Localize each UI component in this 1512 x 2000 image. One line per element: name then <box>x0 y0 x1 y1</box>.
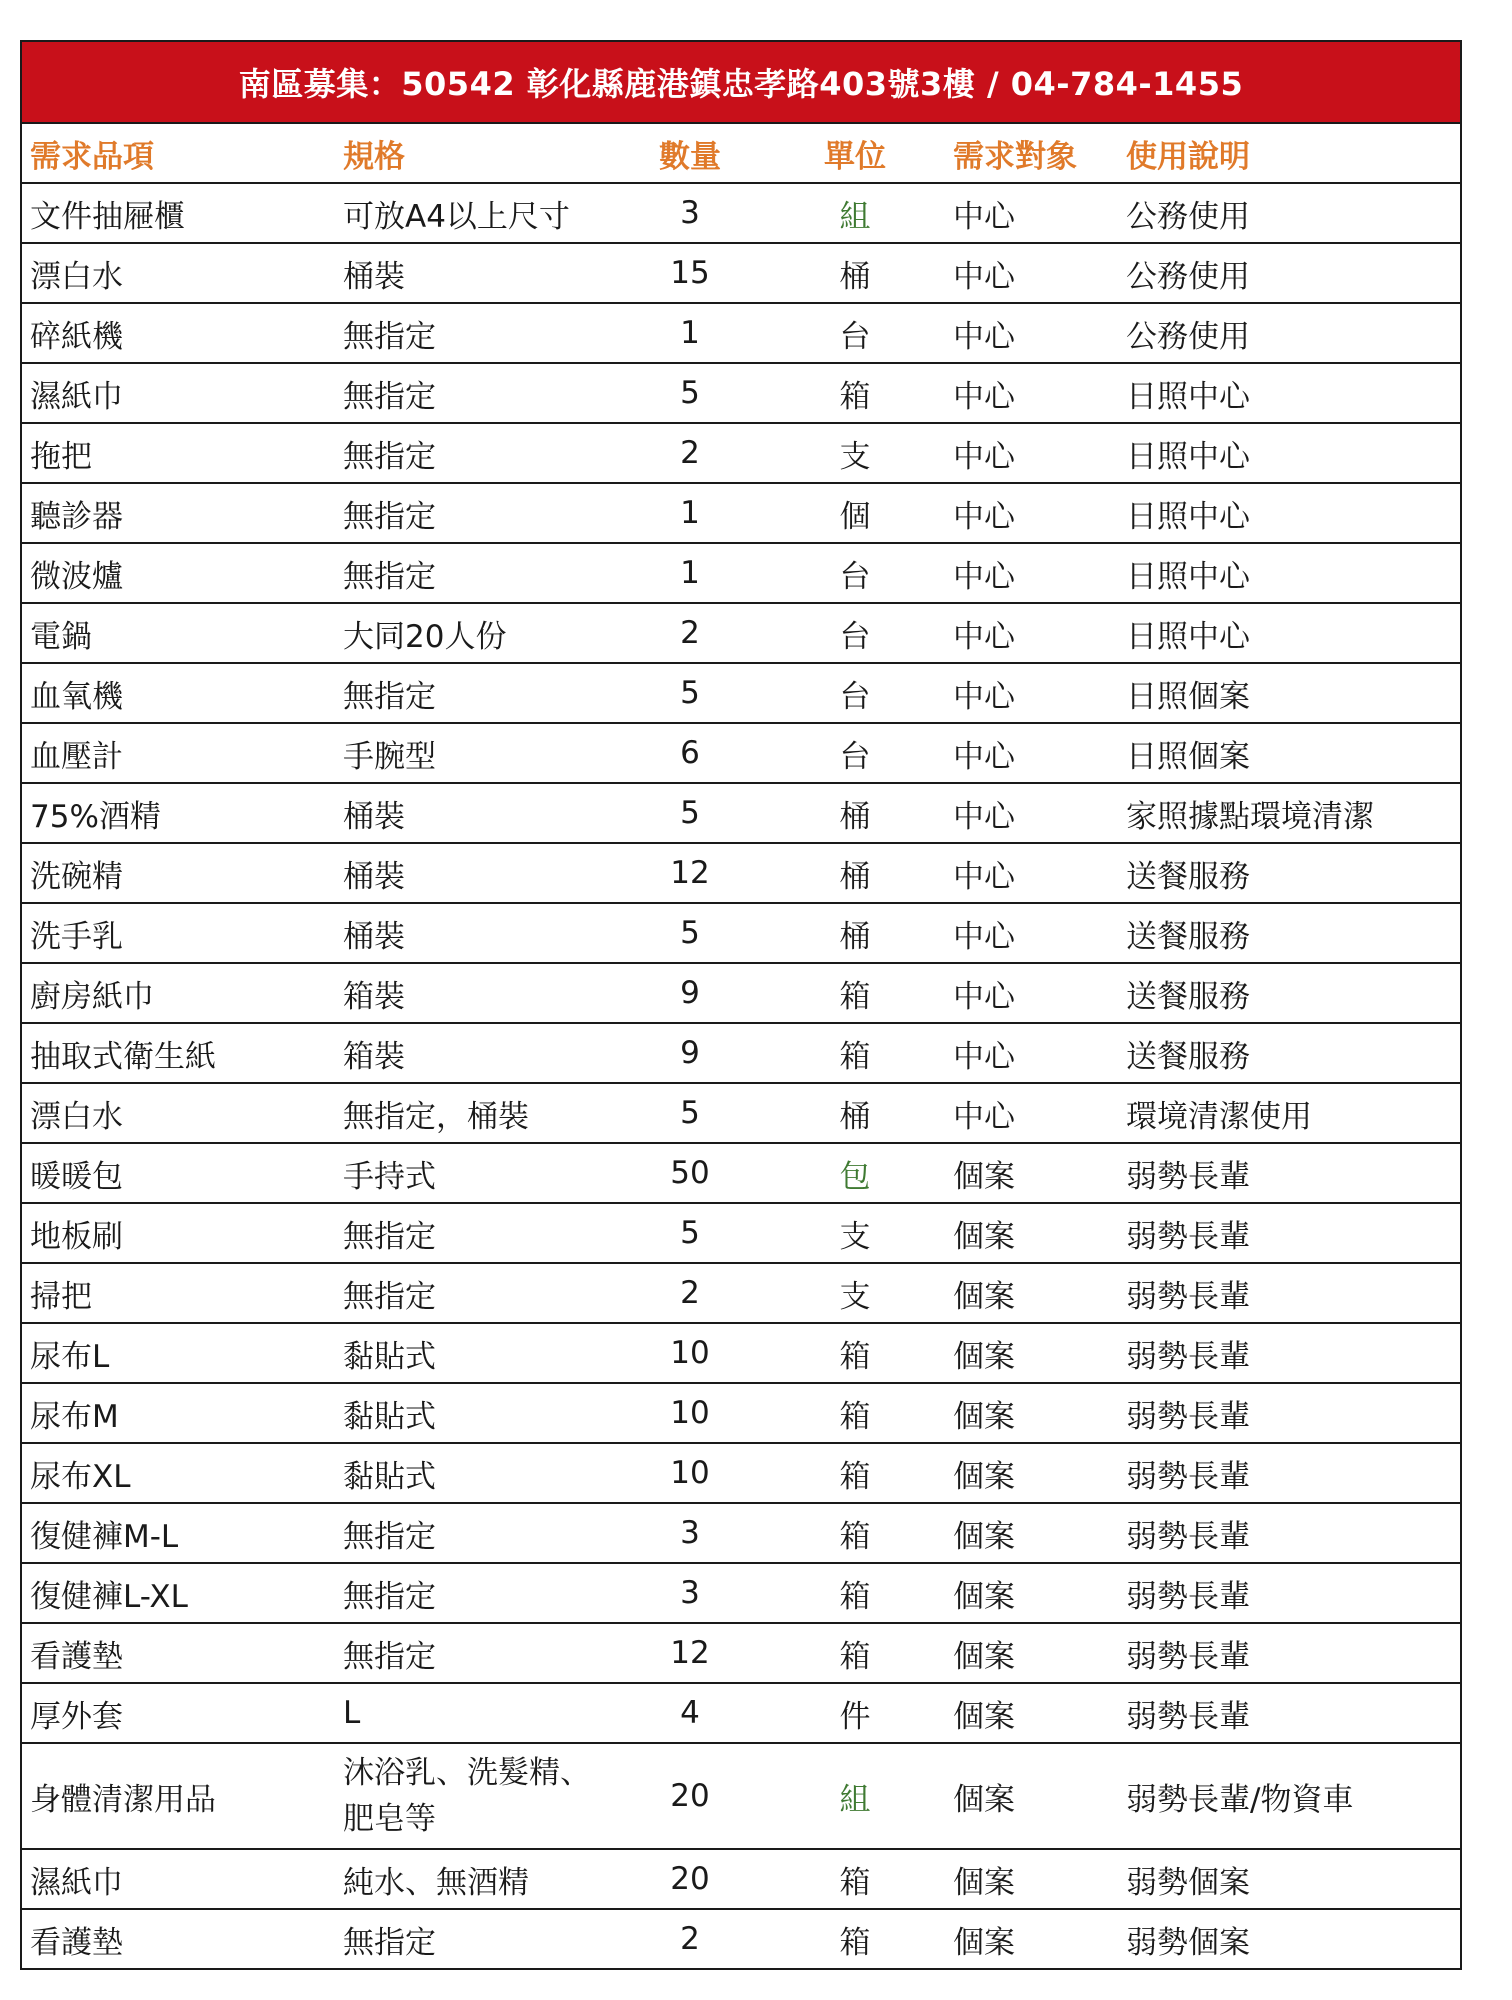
table-row <box>22 1503 1460 1563</box>
cell-usage: 送餐服務 <box>1118 843 1460 903</box>
table-row <box>22 483 1460 543</box>
cell-usage: 弱勢長輩 <box>1118 1323 1460 1383</box>
cell-target: 個案 <box>945 1563 1118 1623</box>
cell-usage: 公務使用 <box>1118 243 1460 303</box>
cell-unit: 台 <box>765 543 945 603</box>
cell-unit: 箱 <box>765 363 945 423</box>
cell-target: 個案 <box>953 1924 1015 1961</box>
cell-unit: 箱 <box>765 1023 945 1083</box>
table-row <box>22 663 1460 723</box>
table-row <box>22 783 1460 843</box>
cell-spec: 無指定 <box>335 423 615 483</box>
table-row <box>22 1143 1460 1203</box>
header-quantity: 數量 <box>615 124 765 183</box>
cell-usage: 公務使用 <box>1118 303 1460 363</box>
banner-title: 南區募集：50542 彰化縣鹿港鎮忠孝路403號3樓 / 04-784-1455 <box>22 42 1460 124</box>
cell-quantity: 12 <box>615 1623 765 1683</box>
cell-unit: 桶 <box>765 903 945 963</box>
cell-spec: 黏貼式 <box>335 1323 615 1383</box>
cell-quantity: 2 <box>615 1263 765 1323</box>
cell-target: 個案 <box>945 1323 1118 1383</box>
cell-spec: 無指定 <box>343 1924 436 1961</box>
cell-item: 復健褲M-L <box>22 1503 335 1563</box>
cell-spec: 箱裝 <box>335 1023 615 1083</box>
cell-target: 中心 <box>945 723 1118 783</box>
cell-unit: 桶 <box>765 843 945 903</box>
cell-quantity: 5 <box>615 783 765 843</box>
cell-spec: 桶裝 <box>335 843 615 903</box>
cell-spec: 黏貼式 <box>335 1383 615 1443</box>
table-row <box>22 1743 1460 1849</box>
cell-quantity: 9 <box>615 1023 765 1083</box>
cell-quantity: 2 <box>680 1921 700 1957</box>
cell-item: 濕紙巾 <box>22 363 335 423</box>
cell-item: 漂白水 <box>22 1083 335 1143</box>
cell-quantity: 4 <box>615 1683 765 1743</box>
cell-usage: 弱勢個案 <box>1118 1849 1460 1909</box>
cell-quantity: 20 <box>615 1849 765 1909</box>
cell-usage: 送餐服務 <box>1118 903 1460 963</box>
cell-unit: 箱 <box>765 1503 945 1563</box>
cell-item: 尿布XL <box>22 1443 335 1503</box>
cell-target: 中心 <box>945 783 1118 843</box>
cell-unit: 個 <box>765 483 945 543</box>
cell-target: 中心 <box>945 303 1118 363</box>
table-row <box>22 243 1460 303</box>
cell-quantity: 12 <box>615 843 765 903</box>
table-row <box>22 1683 1460 1743</box>
cell-item: 抽取式衛生紙 <box>22 1023 335 1083</box>
cell-target: 個案 <box>945 1203 1118 1263</box>
table-row <box>22 1909 1460 1968</box>
cell-unit: 箱 <box>839 1924 871 1961</box>
cell-item: 洗手乳 <box>22 903 335 963</box>
cell-spec: 無指定 <box>335 1623 615 1683</box>
cell-item: 文件抽屜櫃 <box>22 183 335 243</box>
cell-quantity: 6 <box>615 723 765 783</box>
cell-spec: 手腕型 <box>335 723 615 783</box>
cell-unit: 台 <box>765 303 945 363</box>
table-row <box>22 423 1460 483</box>
cell-item: 尿布M <box>22 1383 335 1443</box>
cell-unit: 支 <box>765 1203 945 1263</box>
cell-quantity: 5 <box>615 1083 765 1143</box>
cell-target: 中心 <box>945 243 1118 303</box>
cell-quantity: 5 <box>615 663 765 723</box>
cell-item: 碎紙機 <box>22 303 335 363</box>
cell-unit: 台 <box>765 723 945 783</box>
table-row <box>22 1383 1460 1443</box>
cell-quantity: 3 <box>615 1563 765 1623</box>
cell-target: 中心 <box>945 483 1118 543</box>
cell-usage: 家照據點環境清潔 <box>1118 783 1460 843</box>
table-row <box>22 1563 1460 1623</box>
cell-quantity: 2 <box>615 423 765 483</box>
cell-item: 厚外套 <box>22 1683 335 1743</box>
table-row <box>22 1263 1460 1323</box>
cell-spec: 大同20人份 <box>335 603 615 663</box>
needs-table <box>22 124 1460 1968</box>
cell-item: 看護墊 <box>30 1924 123 1961</box>
cell-spec: 無指定 <box>335 663 615 723</box>
table-row <box>22 1083 1460 1143</box>
cell-spec: 無指定，桶裝 <box>335 1083 615 1143</box>
cell-unit: 箱 <box>765 1849 945 1909</box>
cell-target: 中心 <box>945 663 1118 723</box>
cell-target: 中心 <box>945 1083 1118 1143</box>
cell-item: 微波爐 <box>22 543 335 603</box>
cell-target: 個案 <box>945 1849 1118 1909</box>
cell-spec: 無指定 <box>335 1263 615 1323</box>
cell-item: 掃把 <box>22 1263 335 1323</box>
cell-item: 75%酒精 <box>22 783 335 843</box>
cell-usage: 日照中心 <box>1118 483 1460 543</box>
cell-unit: 桶 <box>765 783 945 843</box>
cell-usage: 日照個案 <box>1118 663 1460 723</box>
cell-quantity: 1 <box>615 303 765 363</box>
table-row <box>22 1443 1460 1503</box>
cell-usage: 弱勢長輩 <box>1118 1623 1460 1683</box>
cell-usage: 弱勢長輩 <box>1118 1443 1460 1503</box>
cell-usage: 弱勢長輩 <box>1118 1143 1460 1203</box>
cell-unit: 包 <box>765 1143 945 1203</box>
table-row <box>22 843 1460 903</box>
header-item: 需求品項 <box>22 124 335 183</box>
header-spec: 規格 <box>335 124 615 183</box>
cell-target: 個案 <box>945 1263 1118 1323</box>
cell-target: 中心 <box>945 543 1118 603</box>
cell-target: 個案 <box>945 1743 1118 1849</box>
cell-item: 血壓計 <box>22 723 335 783</box>
table-row <box>22 543 1460 603</box>
cell-unit: 組 <box>765 183 945 243</box>
cell-quantity: 5 <box>615 903 765 963</box>
cell-target: 中心 <box>945 363 1118 423</box>
cell-usage: 日照中心 <box>1118 603 1460 663</box>
cell-quantity: 10 <box>615 1443 765 1503</box>
table-row <box>22 1323 1460 1383</box>
cell-unit: 箱 <box>765 963 945 1023</box>
cell-target: 個案 <box>945 1443 1118 1503</box>
table-row <box>22 603 1460 663</box>
cell-item: 洗碗精 <box>22 843 335 903</box>
cell-unit: 台 <box>765 663 945 723</box>
cell-spec: 沐浴乳、洗髮精、肥皂等 <box>335 1743 615 1849</box>
cell-spec: 無指定 <box>335 1503 615 1563</box>
cell-quantity: 5 <box>615 1203 765 1263</box>
cell-item: 復健褲L-XL <box>22 1563 335 1623</box>
cell-unit: 台 <box>765 603 945 663</box>
cell-quantity: 50 <box>615 1143 765 1203</box>
cell-target: 個案 <box>945 1623 1118 1683</box>
table-row <box>22 1023 1460 1083</box>
cell-target: 中心 <box>945 1023 1118 1083</box>
cell-spec: 無指定 <box>335 1203 615 1263</box>
cell-quantity: 2 <box>615 603 765 663</box>
cell-spec: 無指定 <box>335 1563 615 1623</box>
cell-usage: 弱勢長輩 <box>1118 1263 1460 1323</box>
cell-spec: 桶裝 <box>335 243 615 303</box>
cell-target: 個案 <box>945 1383 1118 1443</box>
cell-unit: 桶 <box>765 243 945 303</box>
cell-item: 廚房紙巾 <box>22 963 335 1023</box>
cell-unit: 支 <box>765 1263 945 1323</box>
cell-target: 中心 <box>945 603 1118 663</box>
cell-item: 血氧機 <box>22 663 335 723</box>
table-row <box>22 723 1460 783</box>
table-row <box>22 363 1460 423</box>
cell-unit: 箱 <box>765 1383 945 1443</box>
cell-usage: 環境清潔使用 <box>1118 1083 1460 1143</box>
table-row <box>22 303 1460 363</box>
table-row <box>22 1203 1460 1263</box>
cell-unit: 組 <box>765 1743 945 1849</box>
cell-item: 電鍋 <box>22 603 335 663</box>
cell-item: 尿布L <box>22 1323 335 1383</box>
cell-usage: 公務使用 <box>1118 183 1460 243</box>
cell-item: 暖暖包 <box>22 1143 335 1203</box>
cell-item: 地板刷 <box>22 1203 335 1263</box>
cell-item: 漂白水 <box>22 243 335 303</box>
cell-unit: 桶 <box>765 1083 945 1143</box>
cell-usage: 弱勢個案 <box>1126 1924 1250 1961</box>
cell-usage: 弱勢長輩 <box>1118 1503 1460 1563</box>
table-row <box>22 903 1460 963</box>
table-header-row <box>22 124 1460 183</box>
cell-quantity: 10 <box>615 1383 765 1443</box>
cell-quantity: 20 <box>615 1743 765 1849</box>
cell-target: 中心 <box>945 843 1118 903</box>
cell-usage: 日照個案 <box>1118 723 1460 783</box>
cell-spec: 桶裝 <box>335 783 615 843</box>
cell-spec: 無指定 <box>335 363 615 423</box>
needs-list-sheet <box>20 40 1462 1970</box>
cell-spec: 純水、無酒精 <box>335 1849 615 1909</box>
cell-spec: 手持式 <box>335 1143 615 1203</box>
cell-target: 個案 <box>945 1503 1118 1563</box>
cell-quantity: 1 <box>615 483 765 543</box>
cell-usage: 日照中心 <box>1118 423 1460 483</box>
cell-target: 中心 <box>945 903 1118 963</box>
cell-usage: 日照中心 <box>1118 363 1460 423</box>
cell-spec: 無指定 <box>335 303 615 363</box>
cell-quantity: 3 <box>615 183 765 243</box>
cell-item: 聽診器 <box>22 483 335 543</box>
cell-unit: 箱 <box>765 1623 945 1683</box>
cell-quantity: 15 <box>615 243 765 303</box>
cell-usage: 弱勢長輩 <box>1118 1683 1460 1743</box>
cell-spec: 箱裝 <box>335 963 615 1023</box>
cell-target: 個案 <box>945 1143 1118 1203</box>
cell-usage: 弱勢長輩 <box>1118 1563 1460 1623</box>
cell-quantity: 3 <box>615 1503 765 1563</box>
cell-quantity: 9 <box>615 963 765 1023</box>
cell-usage: 送餐服務 <box>1118 1023 1460 1083</box>
cell-usage: 弱勢長輩 <box>1118 1383 1460 1443</box>
cell-item: 看護墊 <box>22 1623 335 1683</box>
cell-target: 中心 <box>945 963 1118 1023</box>
cell-usage: 送餐服務 <box>1118 963 1460 1023</box>
cell-target: 個案 <box>945 1683 1118 1743</box>
table-row <box>22 1849 1460 1909</box>
cell-spec: 可放A4以上尺寸 <box>335 183 615 243</box>
cell-target: 中心 <box>945 183 1118 243</box>
header-unit: 單位 <box>765 124 945 183</box>
cell-target: 中心 <box>945 423 1118 483</box>
header-target: 需求對象 <box>945 124 1118 183</box>
cell-quantity: 10 <box>615 1323 765 1383</box>
cell-unit: 件 <box>765 1683 945 1743</box>
cell-unit: 支 <box>765 423 945 483</box>
cell-usage: 日照中心 <box>1118 543 1460 603</box>
cell-spec: 無指定 <box>335 483 615 543</box>
cell-spec: 黏貼式 <box>335 1443 615 1503</box>
cell-item: 濕紙巾 <box>22 1849 335 1909</box>
table-row <box>22 963 1460 1023</box>
cell-unit: 箱 <box>765 1443 945 1503</box>
cell-spec: 桶裝 <box>335 903 615 963</box>
cell-item: 身體清潔用品 <box>22 1743 335 1849</box>
cell-unit: 箱 <box>765 1563 945 1623</box>
table-row <box>22 183 1460 243</box>
cell-unit: 箱 <box>765 1323 945 1383</box>
table-row <box>22 1623 1460 1683</box>
cell-quantity: 5 <box>615 363 765 423</box>
cell-usage: 弱勢長輩/物資車 <box>1118 1743 1460 1849</box>
cell-quantity: 1 <box>615 543 765 603</box>
cell-spec: 無指定 <box>335 543 615 603</box>
cell-spec: L <box>335 1683 615 1743</box>
cell-usage: 弱勢長輩 <box>1118 1203 1460 1263</box>
header-usage: 使用說明 <box>1118 124 1460 183</box>
cell-item: 拖把 <box>22 423 335 483</box>
